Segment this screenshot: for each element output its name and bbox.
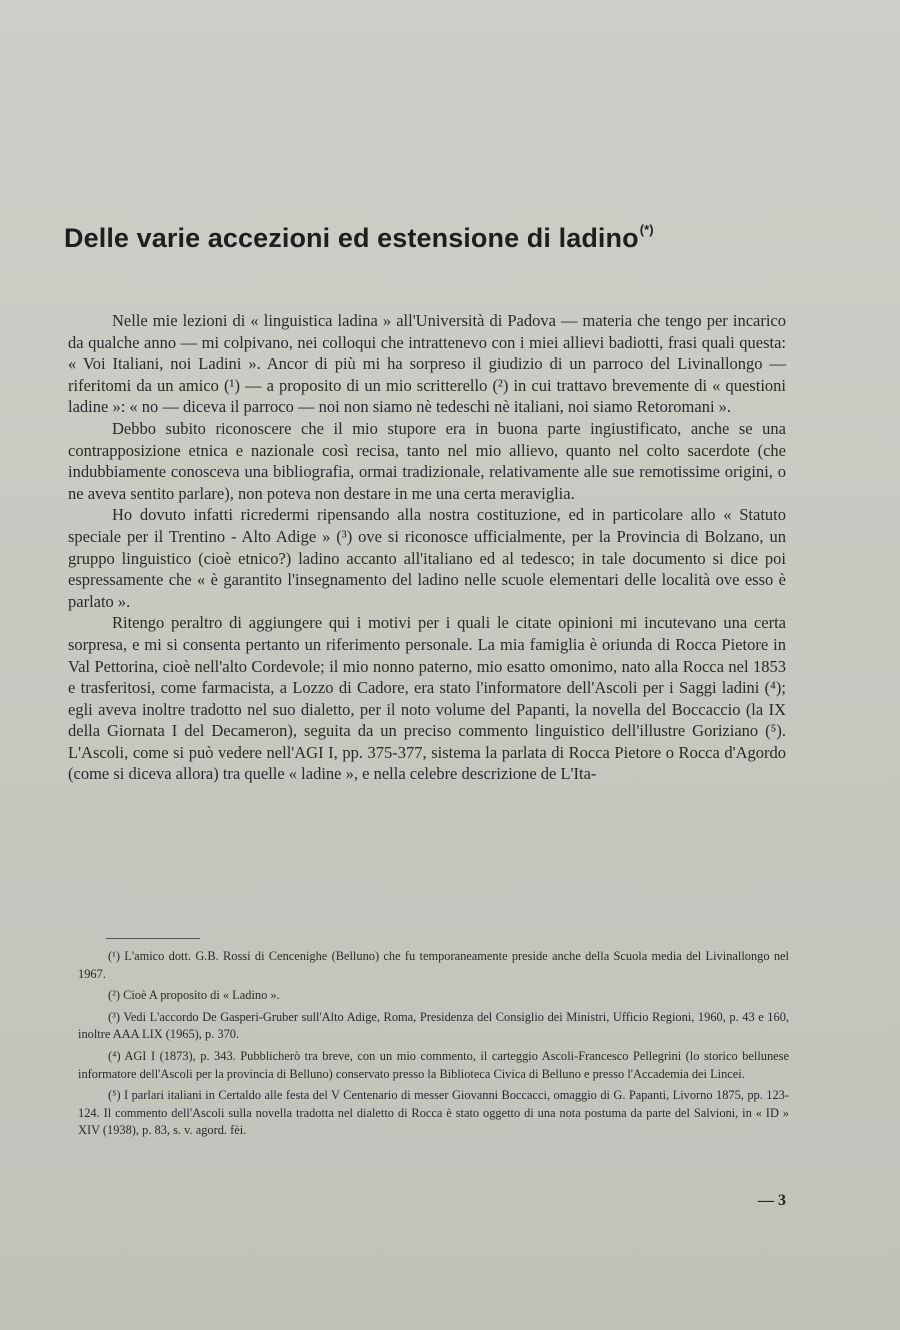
article-title	[64, 222, 864, 254]
article-body	[68, 310, 786, 785]
footnote: (⁵) I parlari italiani in Certaldo alle festa del V Centenario di messer Giovanni Boccacci, omaggio di G. Papanti, Livorno 1875, pp. 123-124. Il commento dell'Ascoli sulla novella tradotta nel dialetto di Rocca è stato oggetto di una nota postuma da parte del Salvioni, in « ID » XIV (1938), p. 83, s. v. agord. fèi.	[78, 1088, 789, 1138]
title-footnote-mark: (*)	[639, 222, 654, 237]
footnote: (³) Vedi L'accordo De Gasperi-Gruber sull'Alto Adige, Roma, Presidenza del Consiglio dei Ministri, Ufficio Regioni, 1960, p. 43 e 160, inoltre AAA LIX (1965), p. 370.	[78, 1009, 789, 1042]
paragraph: Debbo subito riconoscere che il mio stupore era in buona parte ingiustificato, anche se una contrapposizione etnica e nazionale così recisa, tanto nel mio allievo, quanto nel colto sacerdote (che indubbiamente conosceva una bibliografia, ormai tradizionale, relativamente alle sue remotissime origini, o ne aveva sentito parlare), non poteva non destare in me una certa meraviglia.	[68, 418, 786, 503]
page-number: — 3	[758, 1192, 786, 1209]
paragraph: Ho dovuto infatti ricredermi ripensando alla nostra costituzione, ed in particolare allo « Statuto speciale per il Trentino - Alto Adige » (³) ove si riconosce ufficialmente, per la Provincia di Bolzano, un gruppo linguistico (cioè etnico?) ladino accanto all'italiano ed al tedesco; in tale documento si dice poi espressamente che « è garantito l'insegnamento del ladino nelle scuole elementari delle località ove esso è parlato ».	[68, 505, 786, 611]
paragraph: Ritengo peraltro di aggiungere qui i motivi per i quali le citate opinioni mi incutevano una certa sorpresa, e mi si consenta pertanto un riferimento personale. La mia famiglia è oriunda di Rocca Pietore in Val Pettorina, cioè nell'alto Cordevole; il mio nonno paterno, mio esatto omonimo, nato alla Rocca nel 1853 e trasferitosi, come farmacista, a Lozzo di Cadore, era stato l'informatore dell'Ascoli per i Saggi ladini (⁴); egli aveva inoltre tradotto nel suo dialetto, per il noto volume del Papanti, la novella del Boccaccio (la IX della Giornata I del Decameron), seguita da un preciso commento linguistico dell'illustre Goriziano (⁵). L'Ascoli, come si può vedere nell'AGI I, pp. 375-377, sistema la parlata di Rocca Pietore o Rocca d'Agordo (come si diceva allora) tra quelle « ladine », e nella celebre descrizione de L'Ita-	[68, 613, 786, 784]
footnotes	[78, 948, 789, 1144]
footnote: (²) Cioè A proposito di « Ladino ».	[108, 988, 280, 1003]
title-text: Delle varie accezioni ed estensione di ladino	[64, 223, 639, 253]
footnote-divider	[106, 938, 200, 939]
footnote: (¹) L'amico dott. G.B. Rossi di Cencenighe (Belluno) che fu temporaneamente preside anche della Scuola media del Livinallongo nel 1967.	[78, 949, 789, 981]
paragraph: Nelle mie lezioni di « linguistica ladina » all'Università di Padova — materia che tengo per incarico da qualche anno — mi colpivano, nei colloqui che intrattenevo con i miei allievi badiotti, frasi quali questa: « Voi Italiani, noi Ladini ». Ancor di più mi ha sorpreso il giudizio di un parroco del Livinallongo — riferitomi da un amico (¹) — a proposito di un mio scritterello (²) in cui trattavo brevemente di « questioni ladine »: « no — diceva il parroco — noi non siamo nè tedeschi nè italiani, noi siamo Retoromani ».	[68, 311, 786, 417]
footnote: (⁴) AGI I (1873), p. 343. Pubblicherò tra breve, con un mio commento, il carteggio Ascoli-Francesco Pellegrini (lo storico bellunese informatore dell'Ascoli per la provincia di Belluno) conservato presso la Biblioteca Civica di Belluno e presso l'Accademia dei Lincei.	[78, 1048, 789, 1081]
